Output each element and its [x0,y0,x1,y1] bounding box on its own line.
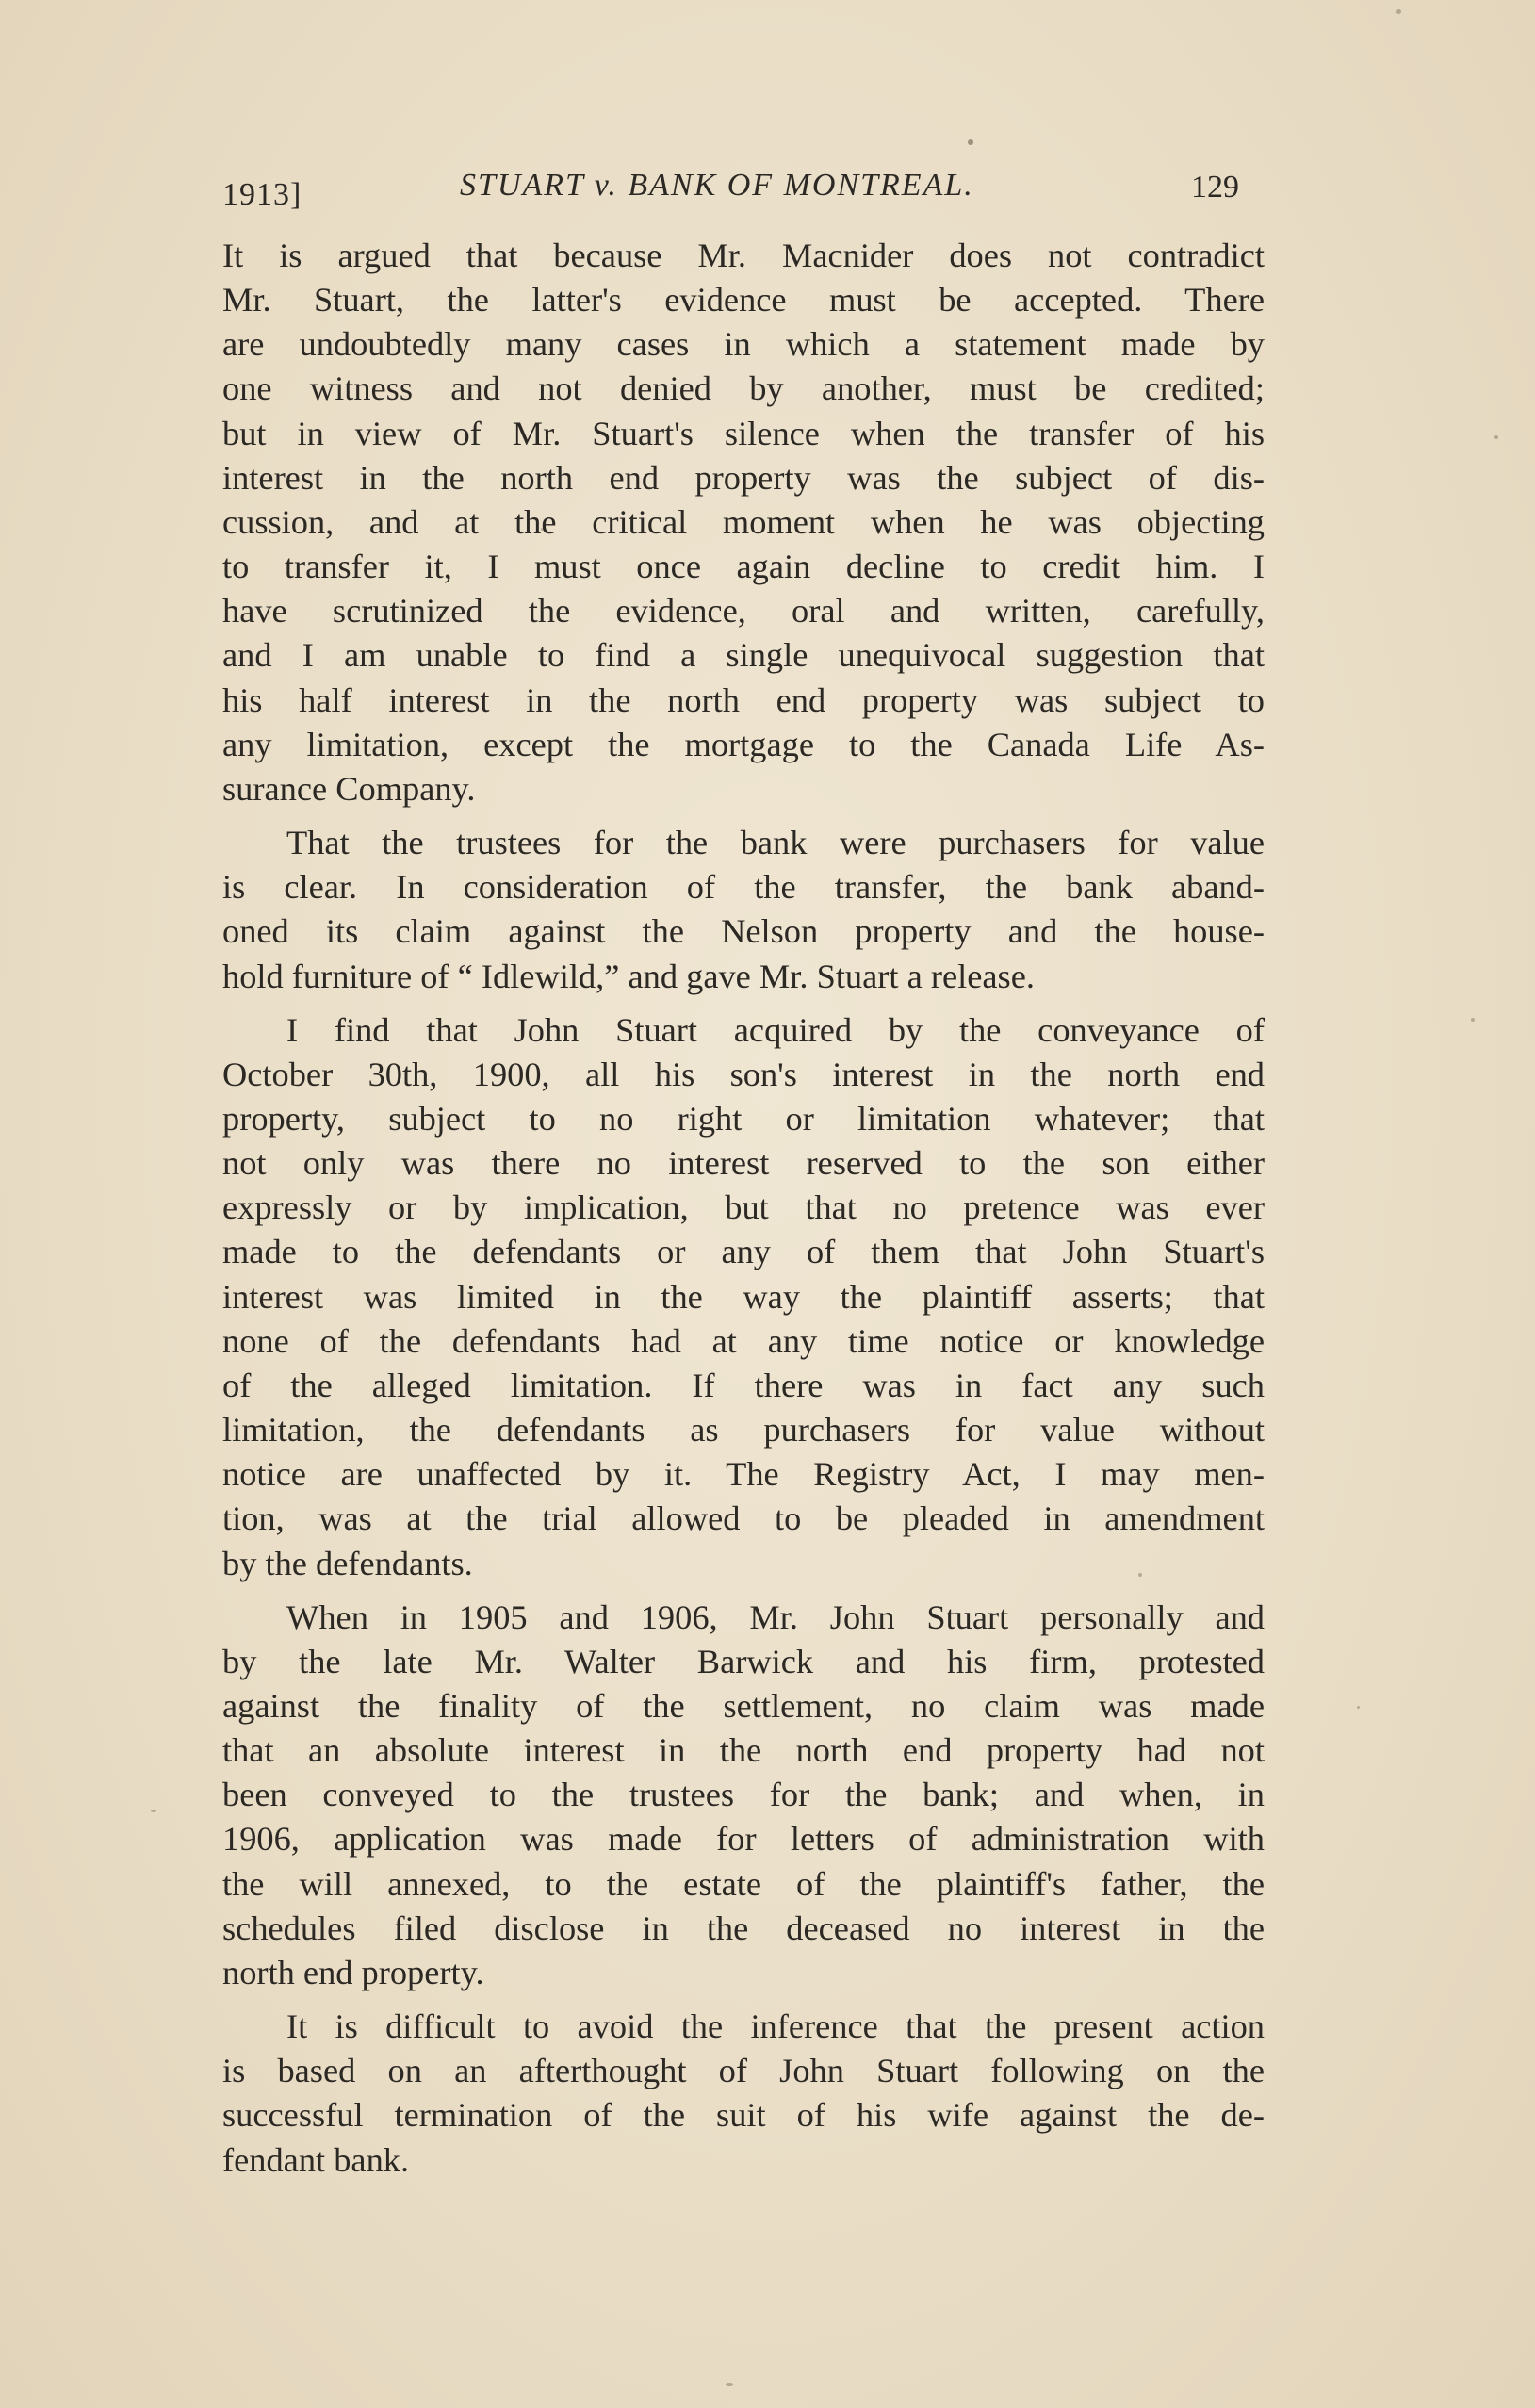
text-line: is clear. In consideration of the transfer, the bank aband- [222,868,1265,907]
text-line: have scrutinized the evidence, oral and written, carefully, [222,592,1265,631]
text-line: not only was there no interest reserved to the son either [222,1144,1265,1183]
text-line: successful termination of the suit of his wife against the de- [222,2096,1265,2135]
text-line: against the finality of the settlement, no claim was made [222,1687,1265,1725]
text-line: made to the defendants or any of them that John Stuart's [222,1233,1265,1271]
text-line: It is difficult to avoid the inference that the present action [286,2007,1265,2046]
text-line: of the alleged limitation. If there was in fact any such [222,1366,1265,1404]
text-line: cussion, and at the critical moment when he was objecting [222,502,1265,541]
text-line: 1906, application was made for letters of administration with [222,1820,1265,1859]
paper-speck [726,2383,733,2386]
text-line: notice are unaffected by it. The Registry Act, I may men- [222,1455,1265,1494]
text-line: It is argued that because Mr. Macnider does not contradict [222,237,1265,274]
text-line: surance Company. [222,769,476,808]
text-line: are undoubtedly many cases in which a statement made by [222,325,1265,364]
header-title: STUART v. BANK OF MONTREAL. [460,168,974,203]
text-line: one witness and not denied by another, must be credited; [222,369,1265,408]
text-line: tion, was at the trial allowed to be pleaded in amendment [222,1499,1265,1538]
text-line: by the late Mr. Walter Barwick and his firm, protested [222,1642,1265,1680]
paper-speck [151,1810,156,1812]
text-line: When in 1905 and 1906, Mr. John Stuart personally and [286,1597,1265,1636]
text-line: been conveyed to the trustees for the bank; and when, in [222,1776,1265,1814]
text-line: I find that John Stuart acquired by the conveyance of [286,1010,1265,1049]
header-year: 1913] [222,177,302,212]
paper-speck [1357,1706,1360,1709]
text-line: north end property. [222,1953,484,1991]
text-line: by the defendants. [222,1544,473,1582]
paragraph [222,2005,1265,2183]
paper-speck [1494,435,1498,439]
body-text [222,234,1265,2183]
text-line: interest was limited in the way the plaintiff asserts; that [222,1277,1265,1316]
running-header [222,160,1259,217]
paper-speck [1396,9,1401,14]
text-line: property, subject to no right or limitation whatever; that [222,1099,1265,1138]
text-line: fendant bank. [222,2140,410,2179]
text-line: none of the defendants had at any time notice or knowledge [222,1321,1265,1360]
text-line: Mr. Stuart, the latter's evidence must be accepted. There [222,281,1265,319]
text-line: hold furniture of “ Idlewild,” and gave Mr. Stuart a release. [222,957,1035,995]
text-line: to transfer it, I must once again decline to credit him. I [222,548,1265,586]
paragraph [222,1596,1265,1995]
text-line: and I am unable to find a single unequivocal suggestion that [222,636,1265,675]
text-line: schedules filed disclose in the deceased no interest in the [222,1908,1265,1947]
paper-speck [1471,1018,1475,1022]
text-line: oned its claim against the Nelson property and the house- [222,912,1265,951]
page-number: 129 [1191,170,1239,205]
paragraph [222,1008,1265,1586]
text-line: is based on an afterthought of John Stuart following on the [222,2052,1265,2090]
text-line: That the trustees for the bank were purchasers for value [286,824,1265,862]
text-line: expressly or by implication, but that no pretence was ever [222,1188,1265,1227]
paragraph [222,821,1265,999]
text-line: limitation, the defendants as purchasers for value without [222,1411,1265,1450]
text-line: any limitation, except the mortgage to the Canada Life As- [222,725,1265,763]
paragraph [222,234,1265,811]
text-line: but in view of Mr. Stuart's silence when the transfer of his [222,414,1265,452]
text-line: that an absolute interest in the north end property had not [222,1731,1265,1770]
paper-speck [968,139,973,145]
text-line: the will annexed, to the estate of the plaintiff's father, the [222,1864,1265,1903]
text-line: his half interest in the north end property was subject to [222,680,1265,719]
text-line: interest in the north end property was the subject of dis- [222,458,1265,497]
text-line: October 30th, 1900, all his son's interest in the north end [222,1055,1265,1093]
